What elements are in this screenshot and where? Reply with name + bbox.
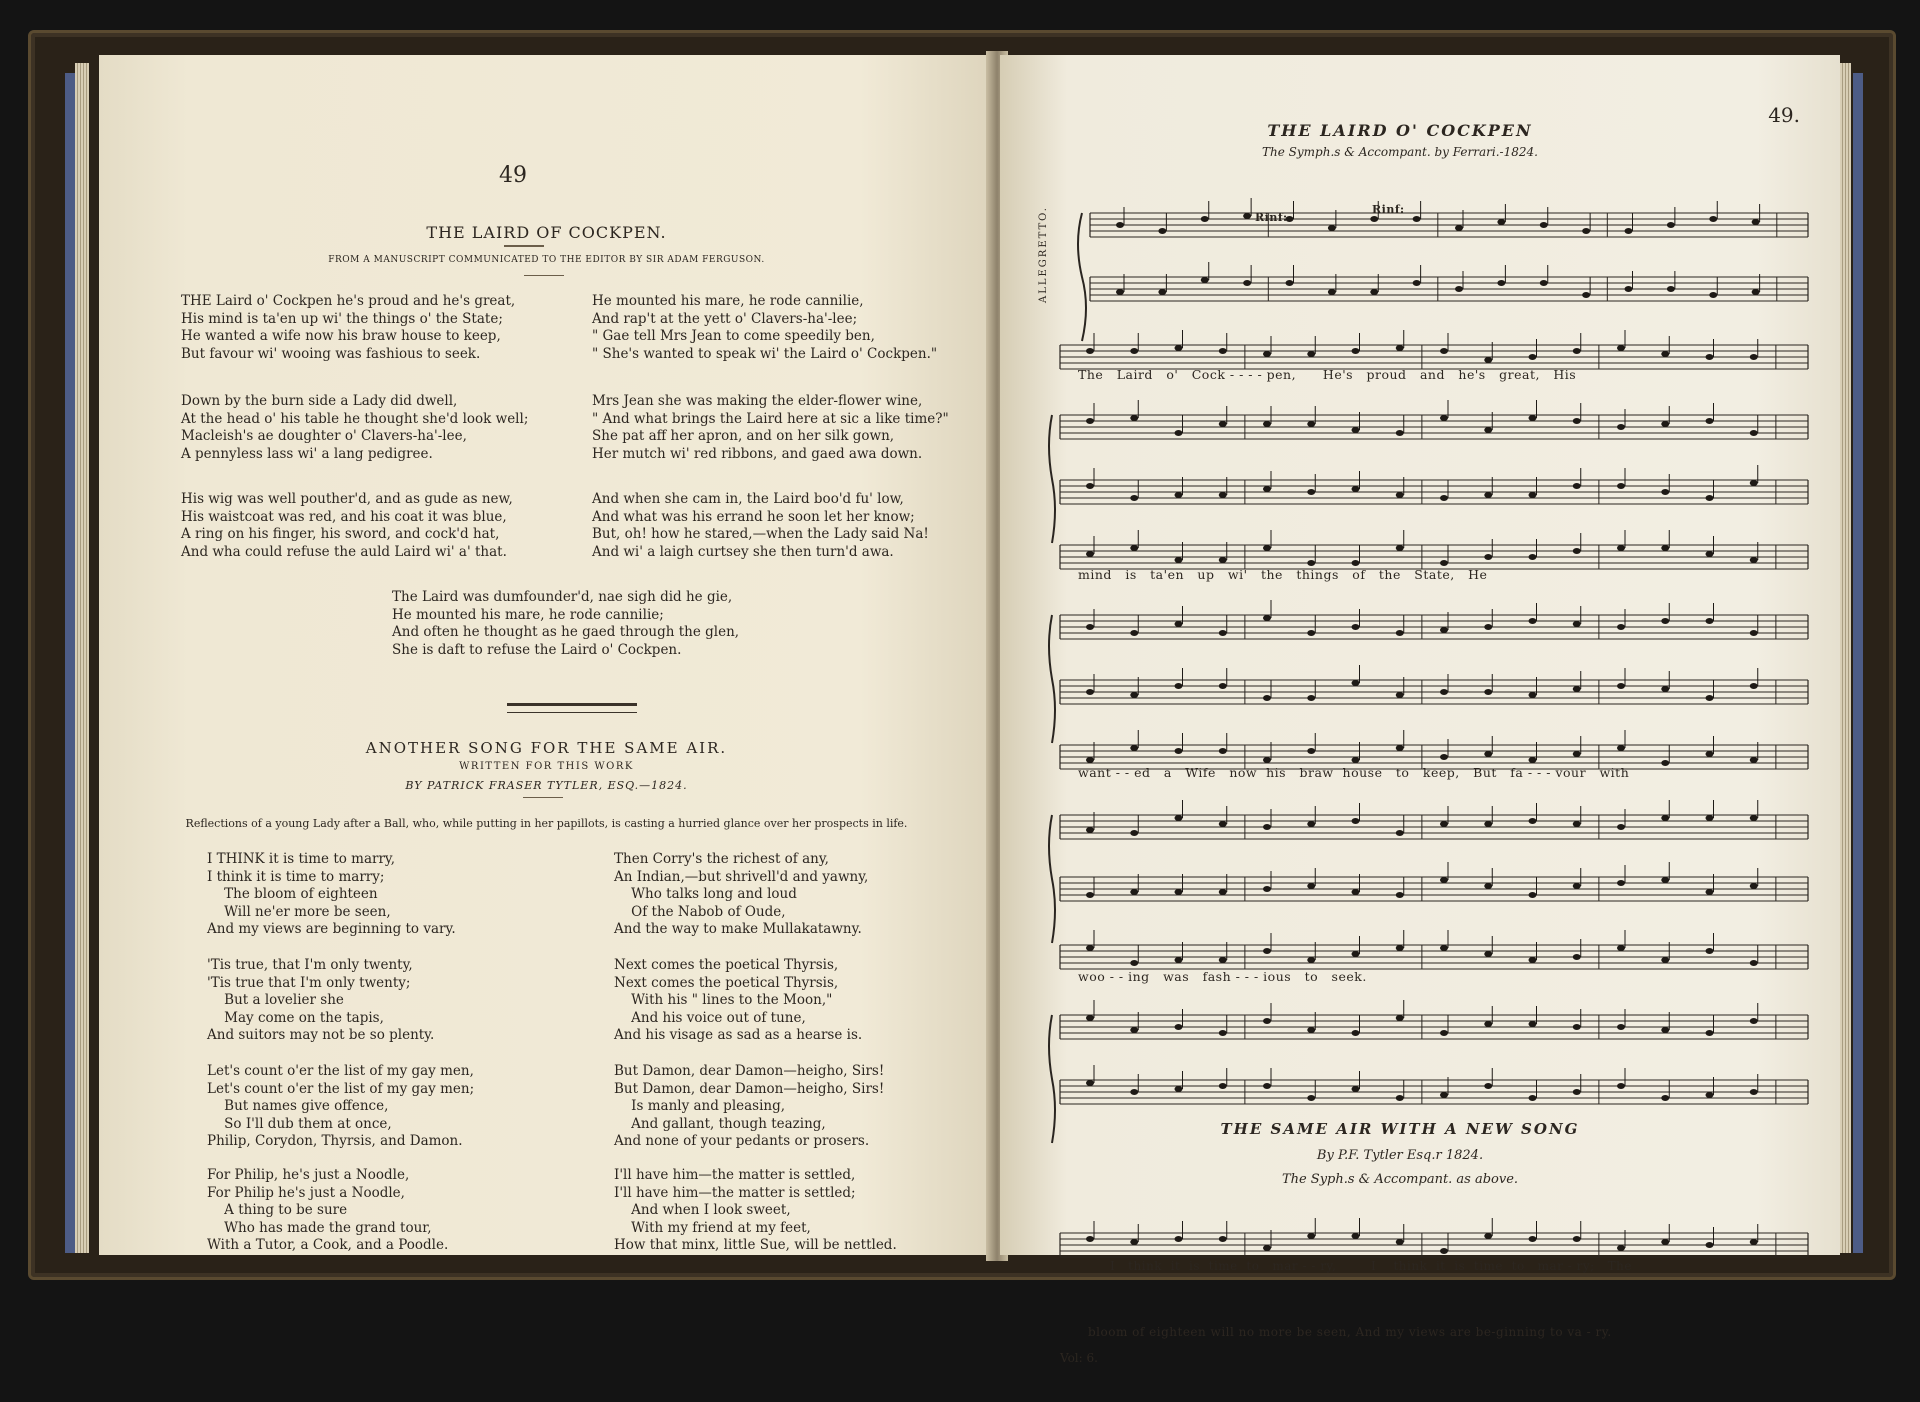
- note-head: [1286, 280, 1294, 286]
- stanza: I THINK it is time to marry, I think it is time to marry; The bloom of eighteen Will ne'er more be seen, And my views are beginning to vary.: [207, 851, 456, 937]
- note-head: [1352, 1233, 1360, 1239]
- note-head: [1497, 280, 1505, 286]
- volume-number: Vol: 6.: [1060, 1351, 1098, 1365]
- page-number: 49.: [1768, 103, 1800, 127]
- note-head: [1307, 560, 1315, 566]
- ornament-rule: [504, 245, 544, 247]
- note-head: [1219, 557, 1227, 563]
- note-head: [1130, 545, 1138, 551]
- note-head: [1752, 289, 1760, 295]
- note-head: [1130, 1239, 1138, 1245]
- note-head: [1440, 821, 1448, 827]
- note-head: [1219, 1030, 1227, 1036]
- section-divider: [507, 703, 637, 713]
- note-head: [1086, 1015, 1094, 1021]
- accompaniment-note: The Syph.s & Accompant. as above.: [1281, 1172, 1519, 1187]
- note-head: [1661, 760, 1669, 766]
- note-head: [1661, 957, 1669, 963]
- note-head: [1750, 480, 1758, 486]
- lyric-line: I think it is time to mar - - ry, I think it is time to mar - ry; The: [1110, 1259, 1632, 1273]
- note-head: [1175, 748, 1183, 754]
- note-head: [1625, 286, 1633, 292]
- note-head: [1661, 1027, 1669, 1033]
- note-head: [1706, 1092, 1714, 1098]
- note-head: [1752, 219, 1760, 225]
- note-head: [1130, 745, 1138, 751]
- note-head: [1440, 689, 1448, 695]
- note-head: [1219, 889, 1227, 895]
- stanza: I'll have him—the matter is settled, I'll have him—the matter is settled; And when I look sweet, With my friend at my feet, How that minx, little Sue, will be nettled.: [614, 1167, 897, 1253]
- note-head: [1219, 821, 1227, 827]
- score-title: THE LAIRD O' COCKPEN: [1267, 121, 1533, 140]
- note-head: [1573, 621, 1581, 627]
- note-head: [1706, 618, 1714, 624]
- ornament-rule: [523, 797, 563, 798]
- note-head: [1396, 545, 1404, 551]
- note-head: [1086, 1236, 1094, 1242]
- song-byline-3: By P.F. Tytler Esq.r 1824.: [1316, 1148, 1484, 1163]
- note-head: [1540, 222, 1548, 228]
- lyric-line: woo - - ing was fash - - - ious to seek.: [1078, 969, 1367, 984]
- note-head: [1529, 554, 1537, 560]
- note-head: [1307, 821, 1315, 827]
- note-head: [1440, 1092, 1448, 1098]
- note-head: [1750, 815, 1758, 821]
- note-head: [1573, 954, 1581, 960]
- note-head: [1497, 219, 1505, 225]
- note-head: [1175, 889, 1183, 895]
- note-head: [1175, 621, 1183, 627]
- note-head: [1130, 830, 1138, 836]
- note-head: [1582, 228, 1590, 234]
- note-head: [1307, 748, 1315, 754]
- note-head: [1750, 354, 1758, 360]
- note-head: [1396, 830, 1404, 836]
- note-head: [1617, 1245, 1625, 1251]
- note-head: [1709, 292, 1717, 298]
- note-head: [1529, 492, 1537, 498]
- left-page-edges: [75, 63, 89, 1253]
- note-head: [1370, 289, 1378, 295]
- note-head: [1617, 545, 1625, 551]
- note-head: [1617, 683, 1625, 689]
- note-head: [1750, 1239, 1758, 1245]
- book-spread: [28, 30, 1896, 1365]
- note-head: [1529, 1236, 1537, 1242]
- brace: [1049, 415, 1055, 543]
- note-head: [1130, 630, 1138, 636]
- note-head: [1175, 345, 1183, 351]
- stanza: Then Corry's the richest of any, An Indian,—but shrivell'd and yawny, Who talks long and loud Of the Nabob of Oude, And the way to make Mullakatawny.: [614, 851, 869, 937]
- note-head: [1219, 492, 1227, 498]
- note-head: [1307, 1095, 1315, 1101]
- song-subtitle: FROM A MANUSCRIPT COMMUNICATED TO THE EDITOR BY SIR ADAM FERGUSON.: [328, 255, 765, 265]
- note-head: [1529, 892, 1537, 898]
- note-head: [1352, 427, 1360, 433]
- note-head: [1661, 815, 1669, 821]
- stanza: His wig was well pouther'd, and as gude as new, His waistcoat was red, and his coat it was blue, A ring on his finger, his sword, and cock'd hat, And wha could refuse the auld Laird wi' a' that.: [181, 491, 513, 560]
- note-head: [1484, 751, 1492, 757]
- note-head: [1352, 560, 1360, 566]
- note-head: [1201, 277, 1209, 283]
- note-head: [1661, 351, 1669, 357]
- note-head: [1661, 1095, 1669, 1101]
- note-head: [1617, 345, 1625, 351]
- note-head: [1396, 1095, 1404, 1101]
- note-head: [1175, 557, 1183, 563]
- note-head: [1352, 680, 1360, 686]
- note-head: [1263, 545, 1271, 551]
- note-head: [1263, 615, 1271, 621]
- note-head: [1529, 957, 1537, 963]
- note-head: [1484, 427, 1492, 433]
- note-head: [1484, 1021, 1492, 1027]
- note-head: [1582, 292, 1590, 298]
- reflection-note: Reflections of a young Lady after a Ball, who, while putting in her papillots, is casting a hurried glance over her prospects in life.: [185, 817, 908, 830]
- stanza: Let's count o'er the list of my gay men, Let's count o'er the list of my gay men; But names give offence, So I'll dub them at once, Philip, Corydon, Thyrsis, and Damon.: [207, 1063, 475, 1149]
- note-head: [1158, 289, 1166, 295]
- note-head: [1573, 686, 1581, 692]
- note-head: [1529, 354, 1537, 360]
- note-head: [1661, 686, 1669, 692]
- note-head: [1706, 354, 1714, 360]
- note-head: [1263, 824, 1271, 830]
- note-head: [1175, 1024, 1183, 1030]
- note-head: [1352, 1030, 1360, 1036]
- note-head: [1573, 1024, 1581, 1030]
- note-head: [1263, 1018, 1271, 1024]
- note-head: [1352, 818, 1360, 824]
- stanza: Mrs Jean she was making the elder-flower wine, " And what brings the Laird here at sic a like time?" She pat aff her apron, and on her silk gown, Her mutch wi' red ribbons, and gaed awa down.: [592, 393, 949, 462]
- tempo-marking: ALLEGRETTO.: [1038, 206, 1049, 303]
- note-head: [1219, 683, 1227, 689]
- note-head: [1175, 1236, 1183, 1242]
- note-head: [1396, 692, 1404, 698]
- note-head: [1617, 1083, 1625, 1089]
- note-head: [1219, 1083, 1227, 1089]
- right-page: [1000, 55, 1840, 1365]
- brace: [1078, 213, 1086, 341]
- note-head: [1750, 960, 1758, 966]
- note-head: [1307, 695, 1315, 701]
- stanza: And when she cam in, the Laird boo'd fu' low, And what was his errand he soon let her know; But, oh! how he stared,—when the Lady said Na! And wi' a laigh curtsey she then turn'd awa.: [592, 491, 929, 560]
- note-head: [1370, 216, 1378, 222]
- note-head: [1706, 1242, 1714, 1248]
- note-head: [1617, 483, 1625, 489]
- note-head: [1263, 351, 1271, 357]
- note-head: [1352, 348, 1360, 354]
- note-head: [1440, 754, 1448, 760]
- note-head: [1175, 957, 1183, 963]
- note-head: [1219, 348, 1227, 354]
- note-head: [1455, 225, 1463, 231]
- note-head: [1661, 1239, 1669, 1245]
- note-head: [1750, 883, 1758, 889]
- note-head: [1352, 951, 1360, 957]
- note-head: [1396, 945, 1404, 951]
- note-head: [1529, 1095, 1537, 1101]
- stanza: Next comes the poetical Thyrsis, Next comes the poetical Thyrsis, With his " lines to the Moon," And his voice out of tune, And his visage as sad as a hearse is.: [614, 957, 863, 1043]
- note-head: [1263, 695, 1271, 701]
- note-head: [1706, 889, 1714, 895]
- note-head: [1175, 683, 1183, 689]
- note-head: [1484, 821, 1492, 827]
- note-head: [1440, 1030, 1448, 1036]
- note-head: [1484, 951, 1492, 957]
- note-head: [1617, 424, 1625, 430]
- note-head: [1573, 1236, 1581, 1242]
- note-head: [1219, 421, 1227, 427]
- note-head: [1617, 1024, 1625, 1030]
- note-head: [1130, 495, 1138, 501]
- note-head: [1352, 889, 1360, 895]
- brace: [1049, 615, 1055, 743]
- note-head: [1130, 415, 1138, 421]
- note-head: [1263, 1245, 1271, 1251]
- note-head: [1307, 421, 1315, 427]
- rinf-mark: Rinf:: [1372, 203, 1405, 216]
- note-head: [1573, 548, 1581, 554]
- note-head: [1328, 289, 1336, 295]
- song-subtitle-2: WRITTEN FOR THIS WORK: [459, 761, 634, 772]
- stanza: He mounted his mare, he rode cannilie, And rap't at the yett o' Clavers-ha'-lee; " Gae tell Mrs Jean to come speedily ben, " She's wanted to speak wi' the Laird o' Cockpen.": [592, 293, 938, 362]
- note-head: [1130, 1089, 1138, 1095]
- note-head: [1706, 695, 1714, 701]
- note-head: [1158, 228, 1166, 234]
- note-head: [1175, 1086, 1183, 1092]
- note-head: [1263, 421, 1271, 427]
- note-head: [1396, 1015, 1404, 1021]
- note-head: [1706, 551, 1714, 557]
- note-head: [1440, 495, 1448, 501]
- note-head: [1484, 357, 1492, 363]
- note-head: [1307, 489, 1315, 495]
- note-head: [1086, 418, 1094, 424]
- note-head: [1573, 1089, 1581, 1095]
- note-head: [1484, 1233, 1492, 1239]
- note-head: [1396, 630, 1404, 636]
- note-head: [1529, 757, 1537, 763]
- note-head: [1440, 560, 1448, 566]
- note-head: [1086, 757, 1094, 763]
- note-head: [1175, 815, 1183, 821]
- note-head: [1307, 1233, 1315, 1239]
- note-head: [1440, 1248, 1448, 1254]
- note-head: [1396, 1239, 1404, 1245]
- note-head: [1116, 222, 1124, 228]
- note-head: [1413, 280, 1421, 286]
- note-head: [1573, 483, 1581, 489]
- stanza: For Philip, he's just a Noodle, For Philip he's just a Noodle, A thing to be sure Who has made the grand tour, With a Tutor, a Cook, and a Poodle.: [207, 1167, 449, 1253]
- note-head: [1706, 1030, 1714, 1036]
- note-head: [1086, 1080, 1094, 1086]
- score-subtitle: The Symph.s & Accompant. by Ferrari.-1824.: [1262, 145, 1538, 159]
- note-head: [1529, 1021, 1537, 1027]
- note-head: [1086, 551, 1094, 557]
- note-head: [1661, 618, 1669, 624]
- note-head: [1086, 483, 1094, 489]
- note-head: [1706, 815, 1714, 821]
- note-head: [1328, 225, 1336, 231]
- note-head: [1529, 415, 1537, 421]
- right-endpaper: [1853, 73, 1863, 1253]
- lyric-line: want - - ed a Wife now his braw house to keep, But fa - - - vour with: [1078, 765, 1630, 780]
- note-head: [1750, 757, 1758, 763]
- note-head: [1750, 1089, 1758, 1095]
- note-head: [1243, 213, 1251, 219]
- note-head: [1130, 889, 1138, 895]
- note-head: [1455, 286, 1463, 292]
- page-number: 49: [499, 163, 527, 188]
- left-page: [99, 55, 994, 1255]
- note-head: [1130, 348, 1138, 354]
- note-head: [1484, 883, 1492, 889]
- note-head: [1484, 624, 1492, 630]
- song-byline-2: BY PATRICK FRASER TYTLER, ESQ.—1824.: [405, 779, 688, 792]
- note-head: [1263, 886, 1271, 892]
- note-head: [1750, 683, 1758, 689]
- note-head: [1484, 1083, 1492, 1089]
- note-head: [1219, 630, 1227, 636]
- lyric-line: The Laird o' Cock - - - - pen, He's proud and he's great, His: [1078, 367, 1577, 382]
- note-head: [1750, 1018, 1758, 1024]
- note-head: [1396, 345, 1404, 351]
- note-head: [1573, 348, 1581, 354]
- note-head: [1413, 216, 1421, 222]
- note-head: [1440, 415, 1448, 421]
- note-head: [1667, 222, 1675, 228]
- note-head: [1175, 430, 1183, 436]
- note-head: [1307, 1027, 1315, 1033]
- note-head: [1529, 818, 1537, 824]
- left-endpaper: [65, 73, 75, 1253]
- note-head: [1263, 757, 1271, 763]
- note-head: [1484, 554, 1492, 560]
- note-head: [1617, 745, 1625, 751]
- note-head: [1484, 689, 1492, 695]
- note-head: [1750, 557, 1758, 563]
- note-head: [1086, 892, 1094, 898]
- note-head: [1661, 877, 1669, 883]
- note-head: [1573, 883, 1581, 889]
- note-head: [1352, 1086, 1360, 1092]
- note-head: [1484, 492, 1492, 498]
- note-head: [1617, 824, 1625, 830]
- note-head: [1130, 1027, 1138, 1033]
- note-head: [1440, 945, 1448, 951]
- note-head: [1201, 216, 1209, 222]
- note-head: [1263, 486, 1271, 492]
- note-head: [1573, 418, 1581, 424]
- note-head: [1706, 418, 1714, 424]
- note-head: [1307, 957, 1315, 963]
- note-head: [1243, 280, 1251, 286]
- song-title: THE LAIRD OF COCKPEN.: [426, 223, 667, 242]
- note-head: [1750, 430, 1758, 436]
- note-head: [1219, 748, 1227, 754]
- note-head: [1625, 228, 1633, 234]
- note-head: [1617, 624, 1625, 630]
- note-head: [1396, 430, 1404, 436]
- note-head: [1219, 1236, 1227, 1242]
- lyric-line: mind is ta'en up wi' the things of the State, He: [1078, 567, 1488, 582]
- note-head: [1540, 280, 1548, 286]
- stanza: The Laird was dumfounder'd, nae sigh did he gie, He mounted his mare, he rode cannilie; And often he thought as he gaed through the glen, She is daft to refuse the Laird o' Cockpen.: [392, 589, 740, 658]
- note-head: [1086, 689, 1094, 695]
- note-head: [1661, 489, 1669, 495]
- note-head: [1529, 692, 1537, 698]
- note-head: [1130, 692, 1138, 698]
- note-head: [1661, 421, 1669, 427]
- note-head: [1086, 945, 1094, 951]
- stanza: 'Tis true, that I'm only twenty, 'Tis true that I'm only twenty; But a lovelier she May come on the tapis, And suitors may not be so plenty.: [207, 957, 435, 1043]
- note-head: [1116, 289, 1124, 295]
- note-head: [1706, 495, 1714, 501]
- note-head: [1573, 821, 1581, 827]
- note-head: [1396, 745, 1404, 751]
- rinf-mark: Rinf:: [1255, 211, 1288, 224]
- note-head: [1219, 957, 1227, 963]
- note-head: [1750, 630, 1758, 636]
- note-head: [1352, 624, 1360, 630]
- note-head: [1263, 1083, 1271, 1089]
- note-head: [1573, 751, 1581, 757]
- note-head: [1440, 348, 1448, 354]
- note-head: [1263, 948, 1271, 954]
- note-head: [1175, 492, 1183, 498]
- note-head: [1086, 827, 1094, 833]
- music-score: [1000, 55, 1840, 1275]
- note-head: [1130, 960, 1138, 966]
- note-head: [1307, 630, 1315, 636]
- note-head: [1709, 216, 1717, 222]
- note-head: [1529, 618, 1537, 624]
- brace: [1049, 815, 1055, 943]
- note-head: [1667, 286, 1675, 292]
- note-head: [1396, 492, 1404, 498]
- song-title-3: THE SAME AIR WITH A NEW SONG: [1220, 1120, 1580, 1138]
- note-head: [1661, 545, 1669, 551]
- note-head: [1440, 627, 1448, 633]
- note-head: [1307, 883, 1315, 889]
- note-head: [1352, 486, 1360, 492]
- note-head: [1617, 945, 1625, 951]
- note-head: [1352, 757, 1360, 763]
- note-head: [1617, 880, 1625, 886]
- note-head: [1706, 751, 1714, 757]
- note-head: [1396, 892, 1404, 898]
- note-head: [1706, 948, 1714, 954]
- note-head: [1440, 877, 1448, 883]
- ornament-rule: [524, 275, 564, 276]
- stanza: Down by the burn side a Lady did dwell, At the head o' his table he thought she'd look well; Macleish's ae doughter o' Clavers-ha'-lee, A pennyless lass wi' a lang pedigree.: [181, 393, 529, 462]
- stanza: But Damon, dear Damon—heigho, Sirs! But Damon, dear Damon—heigho, Sirs! Is manly and pleasing, And gallant, though teazing, And none of your pedants or prosers.: [614, 1063, 885, 1149]
- note-head: [1086, 624, 1094, 630]
- stanza: THE Laird o' Cockpen he's proud and he's great, His mind is ta'en up wi' the things o' the State; He wanted a wife now his braw house to keep, But favour wi' wooing was fashious to seek.: [181, 293, 516, 362]
- note-head: [1086, 348, 1094, 354]
- note-head: [1307, 351, 1315, 357]
- lyric-line: bloom of eighteen will no more be seen, And my views are be-ginning to va - ry.: [1088, 1325, 1612, 1339]
- song-title-2: ANOTHER SONG FOR THE SAME AIR.: [365, 739, 728, 757]
